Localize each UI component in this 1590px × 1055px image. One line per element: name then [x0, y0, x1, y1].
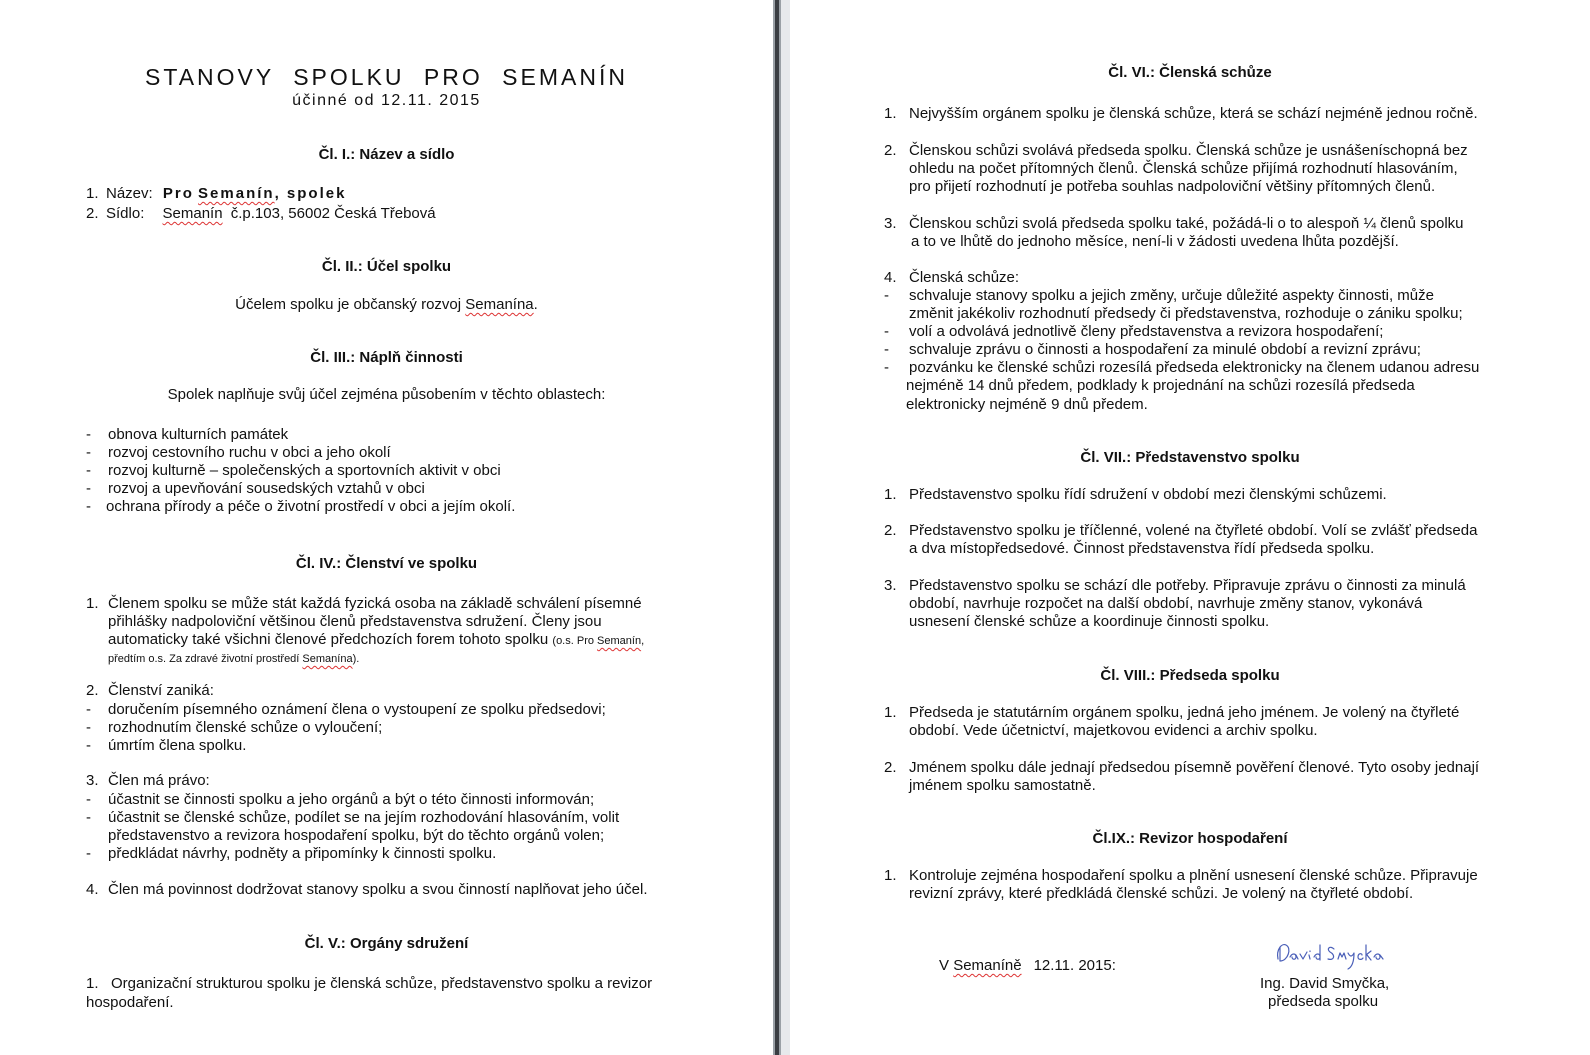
paragraph-small-semanina: Semanína: [302, 653, 353, 665]
paragraph-line: Představenstvo spolku je tříčlenné, volené na čtyřleté období. Volí se zvlášť předseda: [909, 522, 1478, 539]
paragraph-text: automaticky také všichni členové předchozích forem tohoto spolku: [108, 631, 553, 648]
paragraph-line: Představenstvo spolku se schází dle potřeby. Připravuje zprávu o činnosti za minulá: [909, 577, 1466, 594]
right-page: [790, 0, 1590, 1055]
paragraph-line: [108, 650, 359, 668]
paragraph-line: jménem spolku samostatně.: [909, 777, 1096, 794]
paragraph-line: usnesení členské schůze a koordinuje činnosti spolku.: [909, 613, 1270, 630]
paragraph-line: [108, 631, 644, 650]
item-number: 3.: [884, 577, 897, 594]
list-bullet: -: [86, 809, 91, 826]
item-number: 1.: [86, 185, 99, 202]
list-bullet: -: [86, 426, 91, 443]
list-bullet: -: [86, 462, 91, 479]
item-number: 2.: [884, 142, 897, 159]
document-title: STANOVY SPOLKU PRO SEMANÍN: [145, 64, 628, 90]
paragraph-line: ohledu na počet přítomných členů. Členská schůze přijímá rozhodnutí hlasováním,: [909, 160, 1458, 177]
list-item: schvaluje stanovy spolku a jejich změny, určuje důležité aspekty činnosti, může: [909, 287, 1434, 304]
purpose-text: [0, 296, 773, 314]
purpose-text-a: Účelem spolku je občanský rozvoj: [235, 296, 466, 313]
article-9-heading: Čl.IX.: Revizor hospodaření: [1092, 830, 1288, 847]
signatory-role: předseda spolku: [1268, 993, 1379, 1010]
item-number: 1.: [86, 975, 99, 992]
list-item: úmrtím člena spolku.: [108, 737, 247, 754]
list-bullet: -: [86, 791, 91, 808]
article-5-heading: Čl. V.: Orgány sdružení: [304, 935, 469, 952]
article-3-heading: Čl. III.: Náplň činnosti: [310, 349, 463, 366]
signoff-place-date: [939, 957, 1116, 975]
name-rest: , spolek: [274, 185, 347, 202]
signoff-prefix: V: [939, 957, 954, 974]
paragraph-line: hospodaření.: [86, 994, 174, 1011]
page-divider-shadow: [775, 0, 779, 1055]
name-row: [106, 185, 346, 203]
list-bullet: -: [884, 341, 889, 358]
paragraph-line: období, navrhuje rozpočet na další období, navrhuje změny stanov, vykonává: [909, 595, 1423, 612]
list-item-continuation: představenstvo a revizora hospodaření spolku, být do těchto orgánů volen;: [108, 827, 605, 844]
article-7-heading: Čl. VII.: Představenstvo spolku: [1080, 449, 1300, 466]
signatory-name: Ing. David Smyčka,: [1260, 975, 1390, 992]
article-2-heading: Čl. II.: Účel spolku: [321, 258, 452, 275]
purpose-text-semanina: Semanína: [465, 296, 534, 313]
paragraph-line: Organizační strukturou spolku je členská schůze, představenstvo spolku a revizor: [111, 975, 653, 992]
seat-address: č.p.103, 56002 Česká Třebová: [230, 205, 436, 222]
list-item: rozvoj a upevňování sousedských vztahů v obci: [108, 480, 425, 497]
list-bullet: -: [86, 498, 91, 515]
activities-intro: Spolek naplňuje svůj účel zejména působením v těchto oblastech:: [167, 386, 606, 403]
paragraph-line: pro přijetí rozhodnutí je potřeba souhlas nadpoloviční většiny přítomných členů.: [909, 178, 1436, 195]
paragraph-head: Členství zaniká:: [108, 682, 214, 699]
paragraph-line: Členskou schůzi svolá předseda spolku také, požádá-li o to alespoň ¼ členů spolku: [909, 215, 1464, 232]
item-number: 1.: [884, 704, 897, 721]
paragraph-line: Člen má povinnost dodržovat stanovy spolku a svou činností naplňovat jeho účel.: [108, 881, 648, 898]
article-8-heading: Čl. VIII.: Předseda spolku: [1100, 667, 1280, 684]
page-divider-gutter: [781, 0, 790, 1055]
paragraph-line: revizní zprávy, které předkládá členské schůzi. Je volený na čtyřleté období.: [909, 885, 1414, 902]
item-number: 2.: [884, 522, 897, 539]
list-bullet: -: [884, 359, 889, 376]
paragraph-line: Předseda je statutárním orgánem spolku, jedná jeho jménem. Je volený na čtyřleté: [909, 704, 1460, 721]
article-6-heading: Čl. VI.: Členská schůze: [1108, 64, 1272, 81]
item-number: 2.: [86, 682, 99, 699]
page-divider: [773, 0, 790, 1055]
list-bullet: -: [86, 845, 91, 862]
name-semanin: Semanín: [198, 185, 275, 202]
paragraph-line: období. Vede účetnictví, majetkovou evidenci a archiv spolku.: [909, 722, 1318, 739]
item-number: 3.: [86, 772, 99, 789]
article-1-heading: Čl. I.: Název a sídlo: [318, 146, 455, 163]
signoff-place: Semaníně: [953, 957, 1022, 974]
list-item: rozvoj cestovního ruchu v obci a jeho okolí: [108, 444, 391, 461]
item-number: 4.: [884, 269, 897, 286]
article-4-heading: Čl. IV.: Členství ve spolku: [295, 555, 478, 572]
paragraph-line: Představenstvo spolku řídí sdružení v období mezi členskými schůzemi.: [909, 486, 1387, 503]
list-item-continuation: nejméně 14 dnů předem, podklady k projednání na schůzi rozesílá předseda: [906, 377, 1415, 394]
purpose-text-end: .: [533, 296, 538, 313]
paragraph-small-text: ,: [641, 635, 645, 647]
left-page: [0, 0, 773, 1055]
paragraph-line: a to ve lhůtě do jednoho měsíce, není-li v žádosti uvedena lhůta pozdější.: [911, 233, 1399, 250]
list-bullet: -: [86, 719, 91, 736]
list-item: účastnit se členské schůze, podílet se na jejím rozhodování hlasováním, volit: [108, 809, 620, 826]
paragraph-line: Kontroluje zejména hospodaření spolku a plnění usnesení členské schůze. Připravuje: [909, 867, 1478, 884]
list-bullet: -: [86, 737, 91, 754]
paragraph-head: Člen má právo:: [108, 772, 210, 789]
list-bullet: -: [86, 444, 91, 461]
list-bullet: -: [86, 480, 91, 497]
item-number: 2.: [86, 205, 99, 222]
document-subtitle: účinné od 12.11. 2015: [292, 92, 481, 109]
item-number: 4.: [86, 881, 99, 898]
name-pro: Pro: [162, 185, 194, 202]
list-item-continuation: elektronicky nejméně 9 dnů předem.: [906, 396, 1148, 413]
list-item: ochrana přírody a péče o životní prostředí v obci a jejím okolí.: [106, 498, 516, 515]
list-item: volí a odvolává jednotlivě členy představenstva a revizora hospodaření;: [909, 323, 1384, 340]
seat-semanin: Semanín: [162, 205, 223, 222]
paragraph-head: Členská schůze:: [909, 269, 1020, 286]
seat-row: [106, 205, 436, 223]
list-bullet: -: [884, 287, 889, 304]
list-item: doručením písemného oznámení člena o vystoupení ze spolku předsedovi;: [108, 701, 606, 718]
paragraph-line: Členskou schůzi svolává předseda spolku. Členská schůze je usnášeníschopná bez: [909, 142, 1468, 159]
item-number: 1.: [86, 595, 99, 612]
paragraph-line: Nejvyšším orgánem spolku je členská schůze, která se schází nejméně jednou ročně.: [909, 105, 1478, 122]
list-item-continuation: změnit jakékoliv rozhodnutí předsedy či představenstva, rozhoduje o zániku spolku;: [909, 305, 1463, 322]
handwritten-signature: [1272, 937, 1392, 973]
name-label: Název:: [106, 185, 153, 202]
list-item: obnova kulturních památek: [108, 426, 289, 443]
item-number: 3.: [884, 215, 897, 232]
list-bullet: -: [884, 323, 889, 340]
list-item: rozhodnutím členské schůze o vyloučení;: [108, 719, 383, 736]
item-number: 1.: [884, 486, 897, 503]
item-number: 1.: [884, 105, 897, 122]
signoff-date: 12.11. 2015:: [1033, 957, 1116, 974]
item-number: 1.: [884, 867, 897, 884]
list-item: schvaluje zprávu o činnosti a hospodaření za minulé období a revizní zprávu;: [909, 341, 1421, 358]
paragraph-small-text: předtím o.s. Za zdravé životní prostředí: [108, 653, 303, 665]
list-item: pozvánku ke členské schůzi rozesílá předseda elektronicky na členem udanou adresu: [909, 359, 1480, 376]
list-bullet: -: [86, 701, 91, 718]
seat-label: Sídlo:: [106, 205, 145, 222]
paragraph-small-text: ).: [352, 653, 360, 665]
paragraph-line: přihlášky nadpoloviční většinou členů představenstva sdružení. Členy jsou: [108, 613, 602, 630]
item-number: 2.: [884, 759, 897, 776]
paragraph-small-text: (o.s. Pro: [552, 635, 598, 647]
list-item: předkládat návrhy, podněty a připomínky k činnosti spolku.: [108, 845, 497, 862]
paragraph-line: Jménem spolku dále jednají předsedou písemně pověření členové. Tyto osoby jednají: [909, 759, 1480, 776]
paragraph-line: Členem spolku se může stát každá fyzická osoba na základě schválení písemné: [108, 595, 642, 612]
paragraph-small-semanin: Semanín: [597, 635, 642, 647]
list-item: účastnit se činnosti spolku a jeho orgánů a být o této činnosti informován;: [108, 791, 595, 808]
list-item: rozvoj kulturně – společenských a sportovních aktivit v obci: [108, 462, 501, 479]
paragraph-line: a dva místopředsedové. Činnost představenstva řídí předseda spolku.: [909, 540, 1375, 557]
